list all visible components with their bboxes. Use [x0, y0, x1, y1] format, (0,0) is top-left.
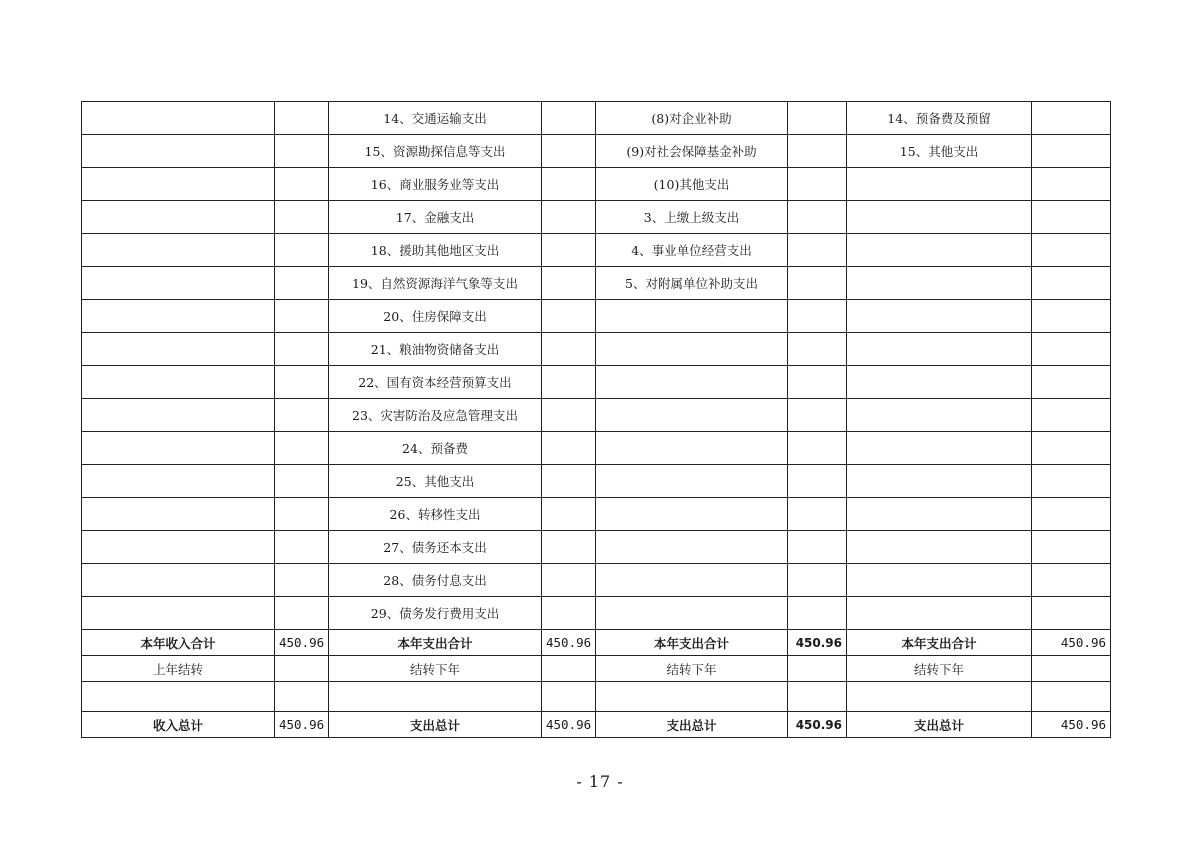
- label-cell: 29、债务发行费用支出: [329, 597, 542, 630]
- amount-cell: [788, 201, 847, 234]
- amount-cell: [1032, 656, 1111, 682]
- amount-cell: 450.96: [275, 712, 329, 738]
- label-cell: 本年支出合计: [329, 630, 542, 656]
- amount-cell: [275, 234, 329, 267]
- label-cell: [82, 366, 275, 399]
- amount-cell: [542, 564, 596, 597]
- label-cell: (10)其他支出: [596, 168, 788, 201]
- table-row: [82, 135, 1111, 168]
- amount-cell: 450.96: [542, 630, 596, 656]
- label-cell: [82, 682, 275, 712]
- label-cell: 本年支出合计: [847, 630, 1032, 656]
- amount-cell: [275, 267, 329, 300]
- label-cell: [82, 399, 275, 432]
- amount-cell: [788, 102, 847, 135]
- label-cell: 15、其他支出: [847, 135, 1032, 168]
- label-cell: 19、自然资源海洋气象等支出: [329, 267, 542, 300]
- amount-cell: [788, 597, 847, 630]
- label-cell: [847, 300, 1032, 333]
- amount-cell: [788, 168, 847, 201]
- label-cell: 本年支出合计: [596, 630, 788, 656]
- amount-cell: [275, 300, 329, 333]
- table-row: [82, 267, 1111, 300]
- amount-cell: [275, 366, 329, 399]
- label-cell: [847, 267, 1032, 300]
- table-row: [82, 366, 1111, 399]
- table-row: [82, 498, 1111, 531]
- amount-cell: [788, 366, 847, 399]
- label-cell: [82, 498, 275, 531]
- amount-cell: [1032, 267, 1111, 300]
- amount-cell: [275, 432, 329, 465]
- amount-cell: [788, 135, 847, 168]
- label-cell: (9)对社会保障基金补助: [596, 135, 788, 168]
- label-cell: [847, 597, 1032, 630]
- amount-cell: [1032, 399, 1111, 432]
- label-cell: 23、灾害防治及应急管理支出: [329, 399, 542, 432]
- table-row: [82, 102, 1111, 135]
- amount-cell: [542, 465, 596, 498]
- table-row: [82, 333, 1111, 366]
- label-cell: [82, 564, 275, 597]
- table-body: [82, 102, 1111, 738]
- amount-cell: 450.96: [1032, 712, 1111, 738]
- label-cell: 结转下年: [329, 656, 542, 682]
- budget-table: [81, 101, 1111, 738]
- amount-cell: [542, 168, 596, 201]
- label-cell: [82, 168, 275, 201]
- amount-cell: [542, 201, 596, 234]
- label-cell: [82, 465, 275, 498]
- amount-cell: [1032, 682, 1111, 712]
- table-row: [82, 564, 1111, 597]
- label-cell: [847, 366, 1032, 399]
- amount-cell: [275, 135, 329, 168]
- amount-cell: 450.96: [788, 712, 847, 738]
- label-cell: 14、预备费及预留: [847, 102, 1032, 135]
- amount-cell: [788, 564, 847, 597]
- label-cell: [847, 399, 1032, 432]
- label-cell: (8)对企业补助: [596, 102, 788, 135]
- table-row: [82, 300, 1111, 333]
- label-cell: 结转下年: [596, 656, 788, 682]
- table-row: [82, 656, 1111, 682]
- amount-cell: [1032, 333, 1111, 366]
- amount-cell: [1032, 564, 1111, 597]
- label-cell: 24、预备费: [329, 432, 542, 465]
- label-cell: [596, 531, 788, 564]
- table-row: [82, 201, 1111, 234]
- label-cell: 16、商业服务业等支出: [329, 168, 542, 201]
- amount-cell: [1032, 135, 1111, 168]
- label-cell: [82, 300, 275, 333]
- amount-cell: [542, 234, 596, 267]
- label-cell: [82, 201, 275, 234]
- amount-cell: [788, 300, 847, 333]
- amount-cell: 450.96: [542, 712, 596, 738]
- amount-cell: [275, 656, 329, 682]
- label-cell: 4、事业单位经营支出: [596, 234, 788, 267]
- label-cell: [596, 300, 788, 333]
- amount-cell: [542, 102, 596, 135]
- amount-cell: [1032, 465, 1111, 498]
- label-cell: [329, 682, 542, 712]
- amount-cell: [275, 201, 329, 234]
- label-cell: [82, 432, 275, 465]
- amount-cell: [542, 597, 596, 630]
- label-cell: [596, 399, 788, 432]
- amount-cell: [788, 333, 847, 366]
- label-cell: 18、援助其他地区支出: [329, 234, 542, 267]
- label-cell: [596, 498, 788, 531]
- amount-cell: [542, 267, 596, 300]
- amount-cell: 450.96: [788, 630, 847, 656]
- amount-cell: [1032, 102, 1111, 135]
- label-cell: [82, 597, 275, 630]
- label-cell: 本年收入合计: [82, 630, 275, 656]
- label-cell: [847, 682, 1032, 712]
- table-row: [82, 399, 1111, 432]
- amount-cell: [788, 267, 847, 300]
- label-cell: [596, 682, 788, 712]
- amount-cell: [542, 300, 596, 333]
- amount-cell: [275, 102, 329, 135]
- amount-cell: [275, 597, 329, 630]
- label-cell: 21、粮油物资储备支出: [329, 333, 542, 366]
- label-cell: 支出总计: [847, 712, 1032, 738]
- amount-cell: [1032, 234, 1111, 267]
- label-cell: 20、住房保障支出: [329, 300, 542, 333]
- amount-cell: [275, 399, 329, 432]
- table-row: [82, 465, 1111, 498]
- amount-cell: [275, 531, 329, 564]
- label-cell: 上年结转: [82, 656, 275, 682]
- amount-cell: 450.96: [275, 630, 329, 656]
- amount-cell: [1032, 498, 1111, 531]
- amount-cell: [788, 656, 847, 682]
- amount-cell: [275, 564, 329, 597]
- label-cell: [847, 498, 1032, 531]
- table-row: [82, 597, 1111, 630]
- label-cell: 支出总计: [329, 712, 542, 738]
- label-cell: [82, 102, 275, 135]
- label-cell: [596, 333, 788, 366]
- label-cell: [847, 201, 1032, 234]
- label-cell: [596, 465, 788, 498]
- label-cell: [847, 234, 1032, 267]
- table-row: [82, 712, 1111, 738]
- label-cell: 17、金融支出: [329, 201, 542, 234]
- label-cell: 26、转移性支出: [329, 498, 542, 531]
- table-row: [82, 234, 1111, 267]
- amount-cell: [542, 432, 596, 465]
- label-cell: [82, 333, 275, 366]
- amount-cell: [788, 234, 847, 267]
- label-cell: 28、债务付息支出: [329, 564, 542, 597]
- label-cell: [847, 432, 1032, 465]
- table-row: [82, 432, 1111, 465]
- label-cell: 3、上缴上级支出: [596, 201, 788, 234]
- label-cell: [847, 168, 1032, 201]
- amount-cell: [788, 465, 847, 498]
- amount-cell: [275, 465, 329, 498]
- label-cell: 15、资源勘探信息等支出: [329, 135, 542, 168]
- amount-cell: [1032, 531, 1111, 564]
- table-row: [82, 630, 1111, 656]
- amount-cell: [275, 498, 329, 531]
- amount-cell: [1032, 366, 1111, 399]
- label-cell: [847, 564, 1032, 597]
- amount-cell: [1032, 597, 1111, 630]
- amount-cell: [542, 333, 596, 366]
- amount-cell: [788, 531, 847, 564]
- label-cell: 结转下年: [847, 656, 1032, 682]
- label-cell: 14、交通运输支出: [329, 102, 542, 135]
- label-cell: 25、其他支出: [329, 465, 542, 498]
- amount-cell: [542, 656, 596, 682]
- amount-cell: [542, 135, 596, 168]
- amount-cell: [788, 682, 847, 712]
- amount-cell: [1032, 432, 1111, 465]
- amount-cell: [788, 399, 847, 432]
- label-cell: 27、债务还本支出: [329, 531, 542, 564]
- label-cell: 22、国有资本经营预算支出: [329, 366, 542, 399]
- amount-cell: [542, 682, 596, 712]
- label-cell: [596, 366, 788, 399]
- label-cell: [847, 333, 1032, 366]
- page-number: - 17 -: [576, 772, 624, 791]
- amount-cell: [275, 333, 329, 366]
- label-cell: 收入总计: [82, 712, 275, 738]
- label-cell: [82, 531, 275, 564]
- amount-cell: [1032, 201, 1111, 234]
- label-cell: [847, 531, 1032, 564]
- amount-cell: [1032, 300, 1111, 333]
- label-cell: [82, 267, 275, 300]
- amount-cell: [1032, 168, 1111, 201]
- label-cell: [847, 465, 1032, 498]
- amount-cell: [542, 531, 596, 564]
- amount-cell: [542, 498, 596, 531]
- label-cell: [596, 564, 788, 597]
- amount-cell: [275, 682, 329, 712]
- amount-cell: [788, 498, 847, 531]
- label-cell: 支出总计: [596, 712, 788, 738]
- label-cell: [82, 135, 275, 168]
- amount-cell: 450.96: [1032, 630, 1111, 656]
- label-cell: [82, 234, 275, 267]
- table-row: [82, 531, 1111, 564]
- table-row: [82, 682, 1111, 712]
- table-row: [82, 168, 1111, 201]
- amount-cell: [788, 432, 847, 465]
- label-cell: [596, 597, 788, 630]
- label-cell: [596, 432, 788, 465]
- label-cell: 5、对附属单位补助支出: [596, 267, 788, 300]
- amount-cell: [542, 399, 596, 432]
- amount-cell: [542, 366, 596, 399]
- amount-cell: [275, 168, 329, 201]
